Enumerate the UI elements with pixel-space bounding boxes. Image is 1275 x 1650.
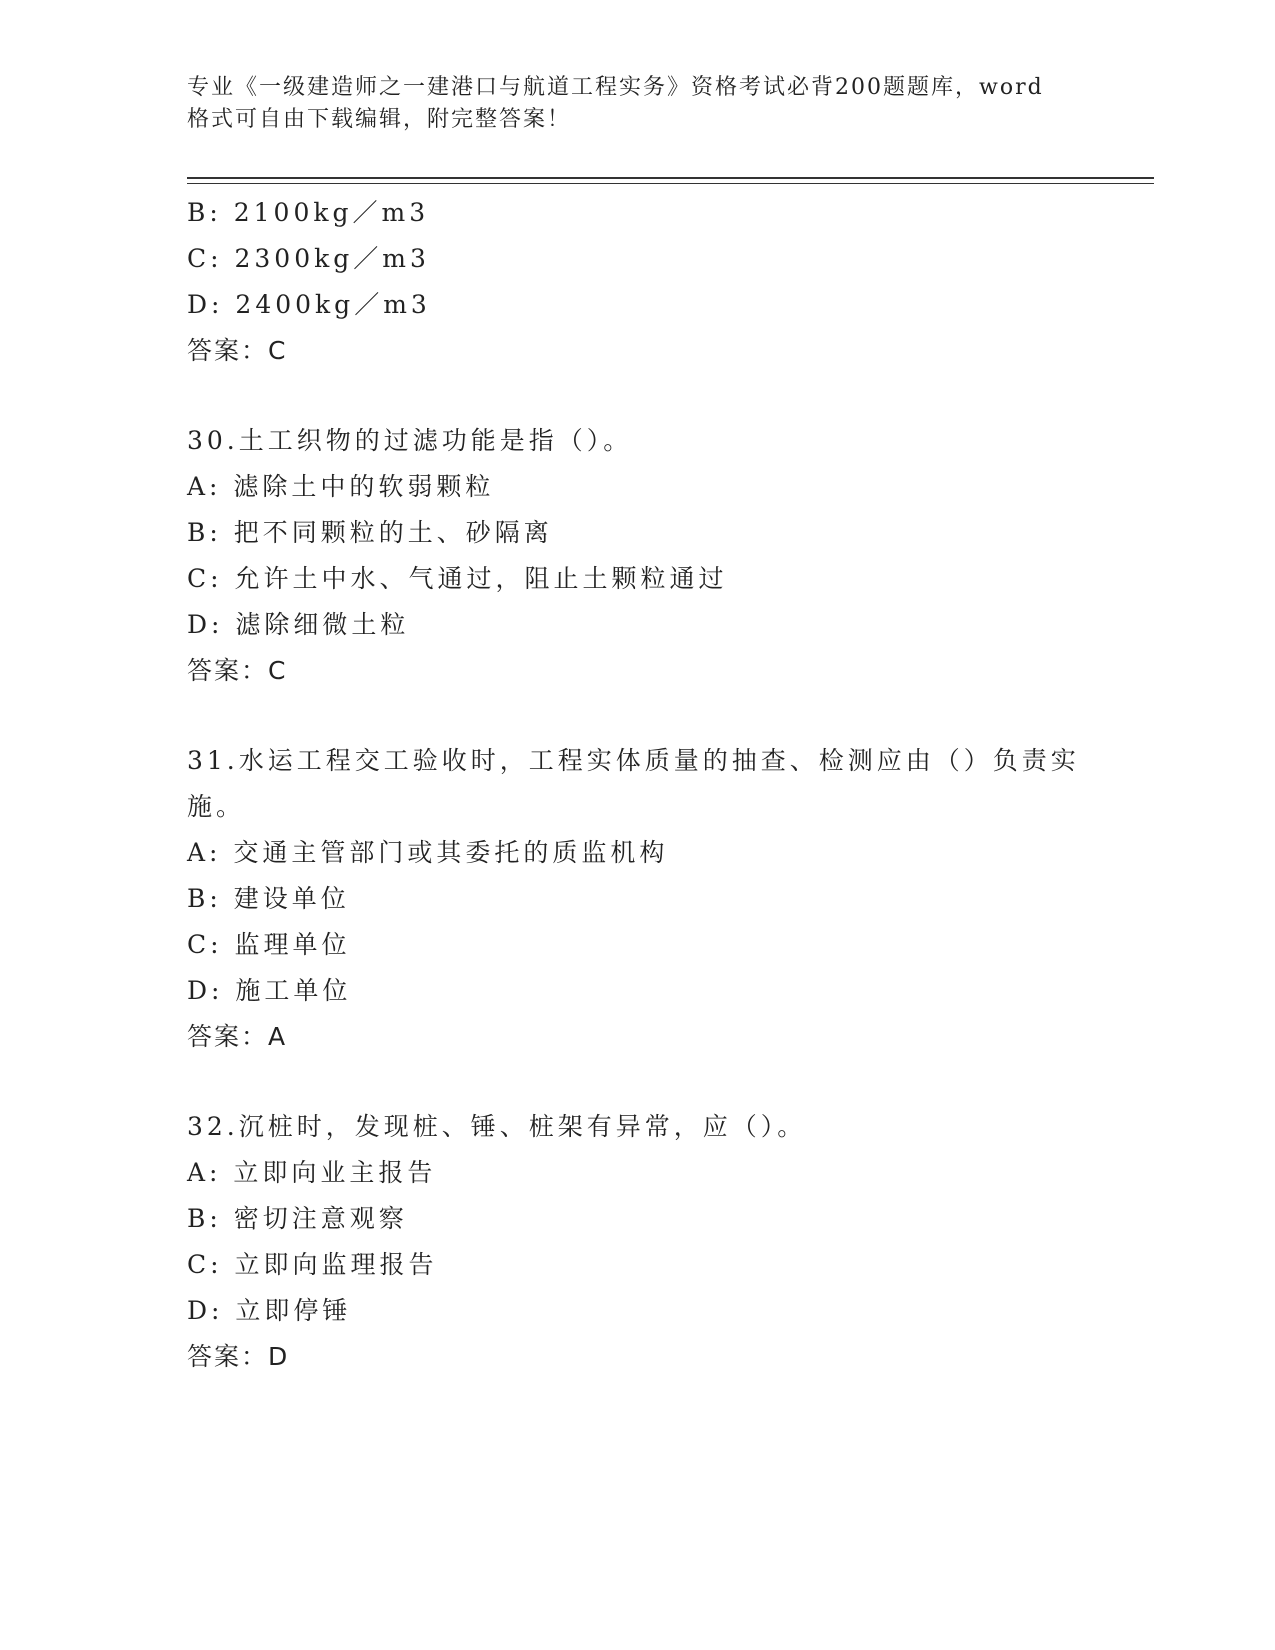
option-c: C: 允许土中水、气通过，阻止土颗粒通过 (187, 564, 728, 593)
option-c: C: 监理单位 (187, 930, 351, 959)
answer-line: 答案：D (187, 1342, 290, 1371)
header-divider-thick (187, 177, 1154, 179)
question-text-line-2: 施。 (187, 792, 246, 821)
answer-line: 答案：A (187, 1022, 288, 1051)
option-d: D: 施工单位 (187, 976, 352, 1005)
option-b: B: 密切注意观察 (187, 1204, 408, 1233)
option-b: B: 把不同颗粒的土、砂隔离 (187, 518, 553, 547)
option-a: A: 滤除土中的软弱颗粒 (187, 472, 495, 501)
option-c: C: 2300kg／m3 (187, 244, 430, 273)
question-text-line-1: 31.水运工程交工验收时，工程实体质量的抽查、检测应由（）负责实 (187, 746, 1080, 775)
header-line-1: 专业《一级建造师之一建港口与航道工程实务》资格考试必背200题题库，word (187, 75, 1044, 100)
question-32 (187, 1104, 1087, 1380)
option-d: D: 2400kg／m3 (187, 290, 431, 319)
question-text: 32.沉桩时，发现桩、锤、桩架有异常，应（）。 (187, 1112, 807, 1141)
option-b: B: 建设单位 (187, 884, 350, 913)
header-line-2: 格式可自由下载编辑，附完整答案！ (187, 107, 572, 132)
option-c: C: 立即向监理报告 (187, 1250, 438, 1279)
answer-line: 答案：C (187, 656, 288, 685)
question-29 (187, 190, 1087, 374)
question-31 (187, 738, 1087, 1060)
question-list (187, 190, 1087, 1380)
option-d: D: 滤除细微土粒 (187, 610, 410, 639)
header-divider-thin (187, 183, 1154, 184)
option-a: A: 立即向业主报告 (187, 1158, 437, 1187)
question-30 (187, 418, 1087, 694)
question-text: 30.土工织物的过滤功能是指（）。 (187, 426, 633, 455)
option-b: B: 2100kg／m3 (187, 198, 430, 227)
option-d: D: 立即停锤 (187, 1296, 352, 1325)
option-a: A: 交通主管部门或其委托的质监机构 (187, 838, 669, 867)
answer-line: 答案：C (187, 336, 288, 365)
document-header (187, 72, 1067, 136)
